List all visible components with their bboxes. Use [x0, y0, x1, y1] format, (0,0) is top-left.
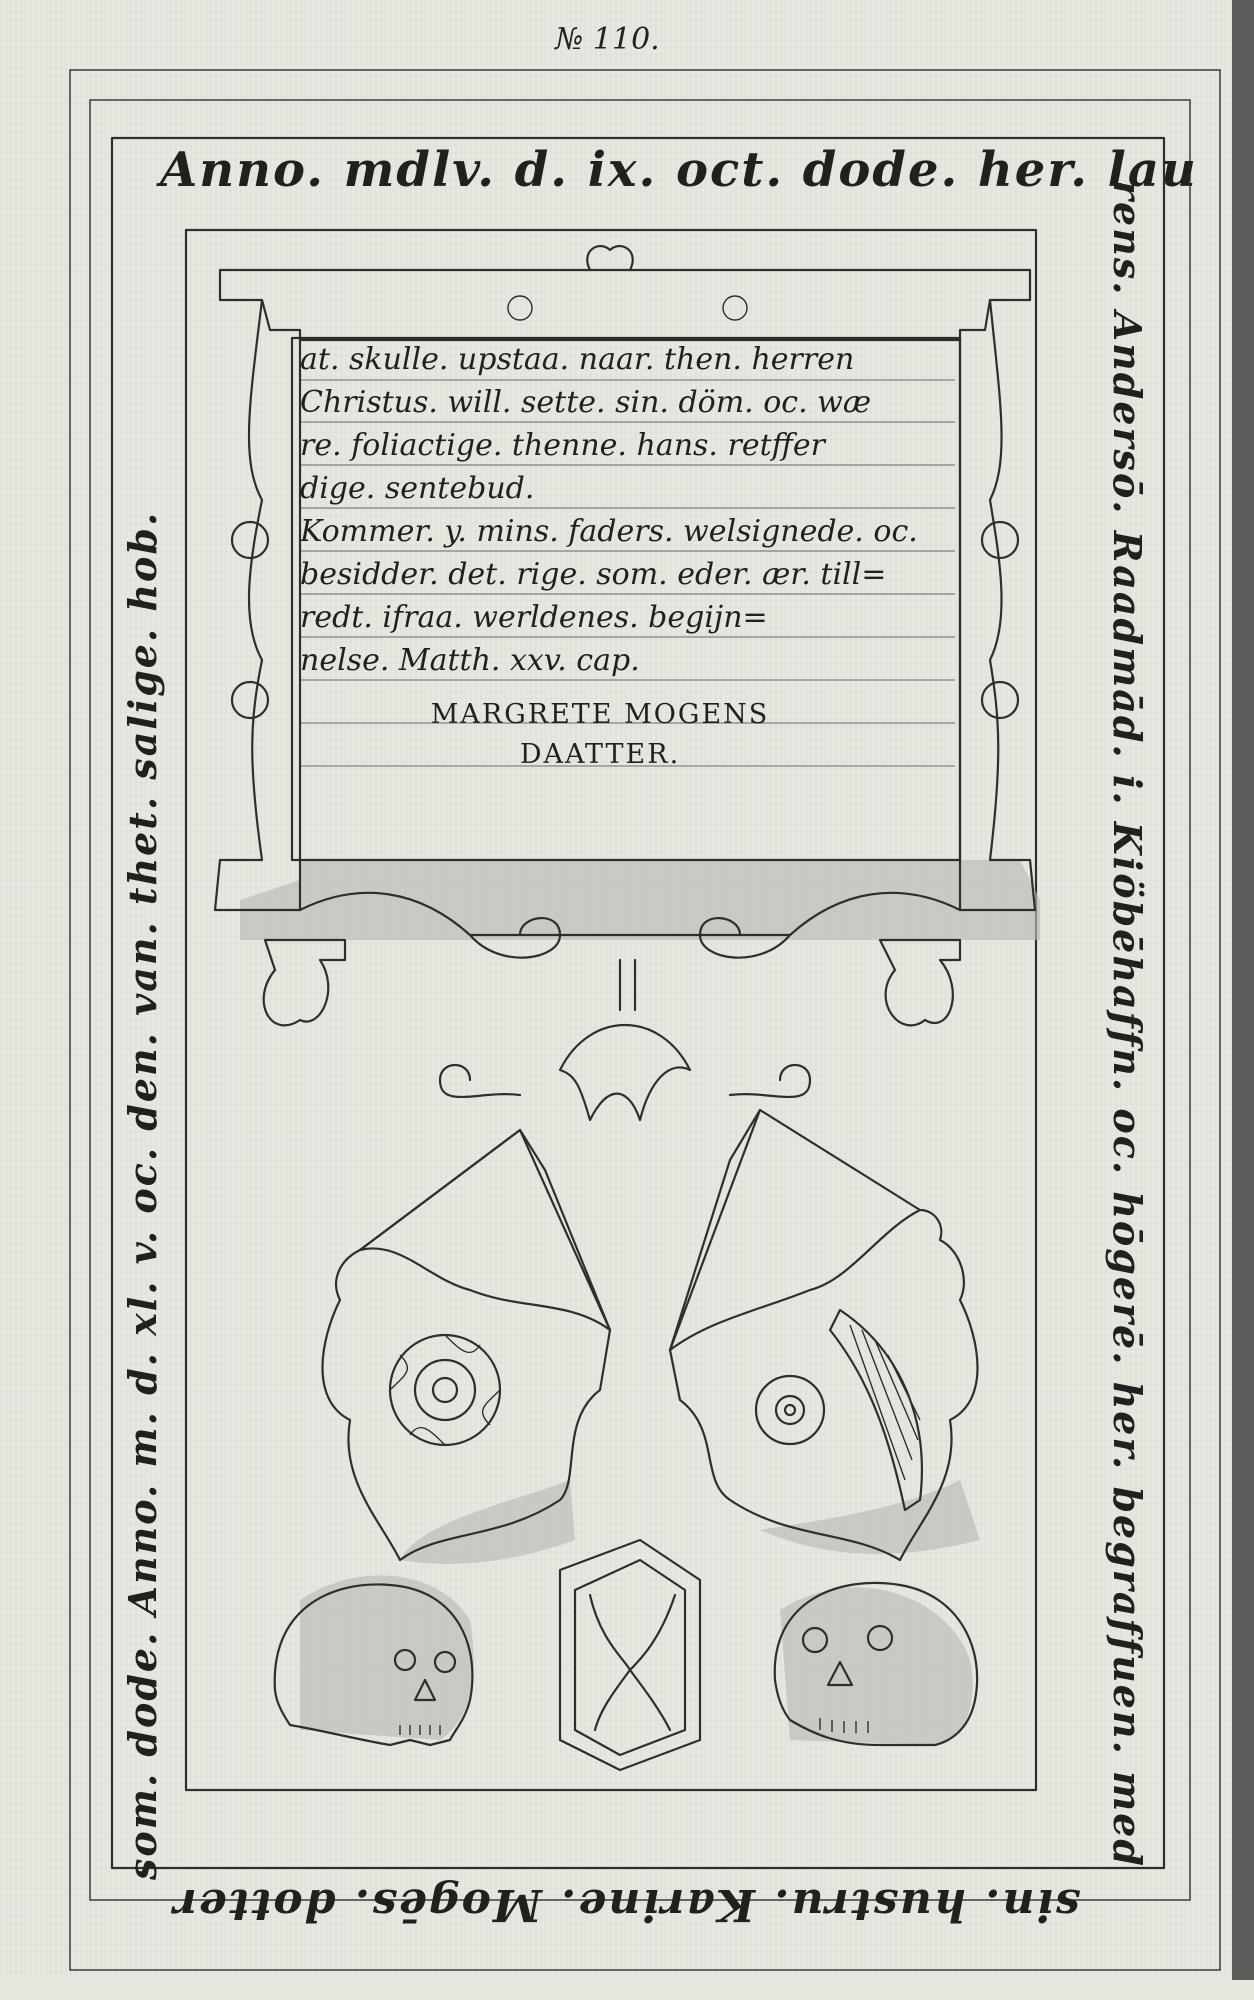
right-shield — [670, 1110, 980, 1560]
tablet-inscription — [300, 338, 950, 682]
rose-icon — [390, 1335, 500, 1445]
name-line-2: DAATTER. — [519, 739, 681, 770]
border-inscription-right: rens. Andersō. Raadmād. i. Kiöbēhaffn. oc. hōgerē. her. begraffuen. med — [1105, 180, 1150, 1868]
bottom-edge — [0, 1980, 1254, 2000]
inscription-line: besidder. det. rige. som. eder. ær. till= — [300, 557, 887, 592]
hourglass-icon — [560, 1540, 700, 1770]
border-inscription-top: Anno. mdlv. d. ix. oct. dode. her. lau — [160, 142, 1198, 198]
inscription-line: nelse. Matth. xxv. cap. — [300, 643, 640, 678]
catalog-number: № 110. — [555, 22, 660, 57]
inscription-line: Kommer. y. mins. faders. welsignede. oc. — [300, 514, 918, 549]
border-inscription-left: som. dode. Anno. m. d. xl. v. oc. den. van. thet. salige. hob. — [120, 510, 165, 1880]
inscription-line: at. skulle. upstaa. naar. then. herren — [300, 342, 855, 377]
inscription-line: dige. sentebud. — [300, 471, 535, 506]
inscription-line: Christus. will. sette. sin. döm. oc. wæ — [300, 385, 872, 420]
inscription-line: re. foliactige. thenne. hans. retffer — [300, 428, 825, 463]
left-shield — [323, 1130, 611, 1564]
inscription-line: redt. ifraa. werldenes. begijn= — [300, 600, 768, 635]
acanthus-icon — [560, 1025, 690, 1120]
left-skull — [275, 1575, 474, 1745]
right-skull — [775, 1583, 977, 1745]
small-rose-icon — [756, 1376, 824, 1444]
border-inscription-bottom: sin. hustru. Karine. Mogēs. dotter — [171, 1879, 1080, 1930]
deceased-name — [300, 695, 900, 775]
wing-icon — [830, 1310, 922, 1510]
name-line-1: MARGRETE MOGENS — [430, 699, 770, 730]
